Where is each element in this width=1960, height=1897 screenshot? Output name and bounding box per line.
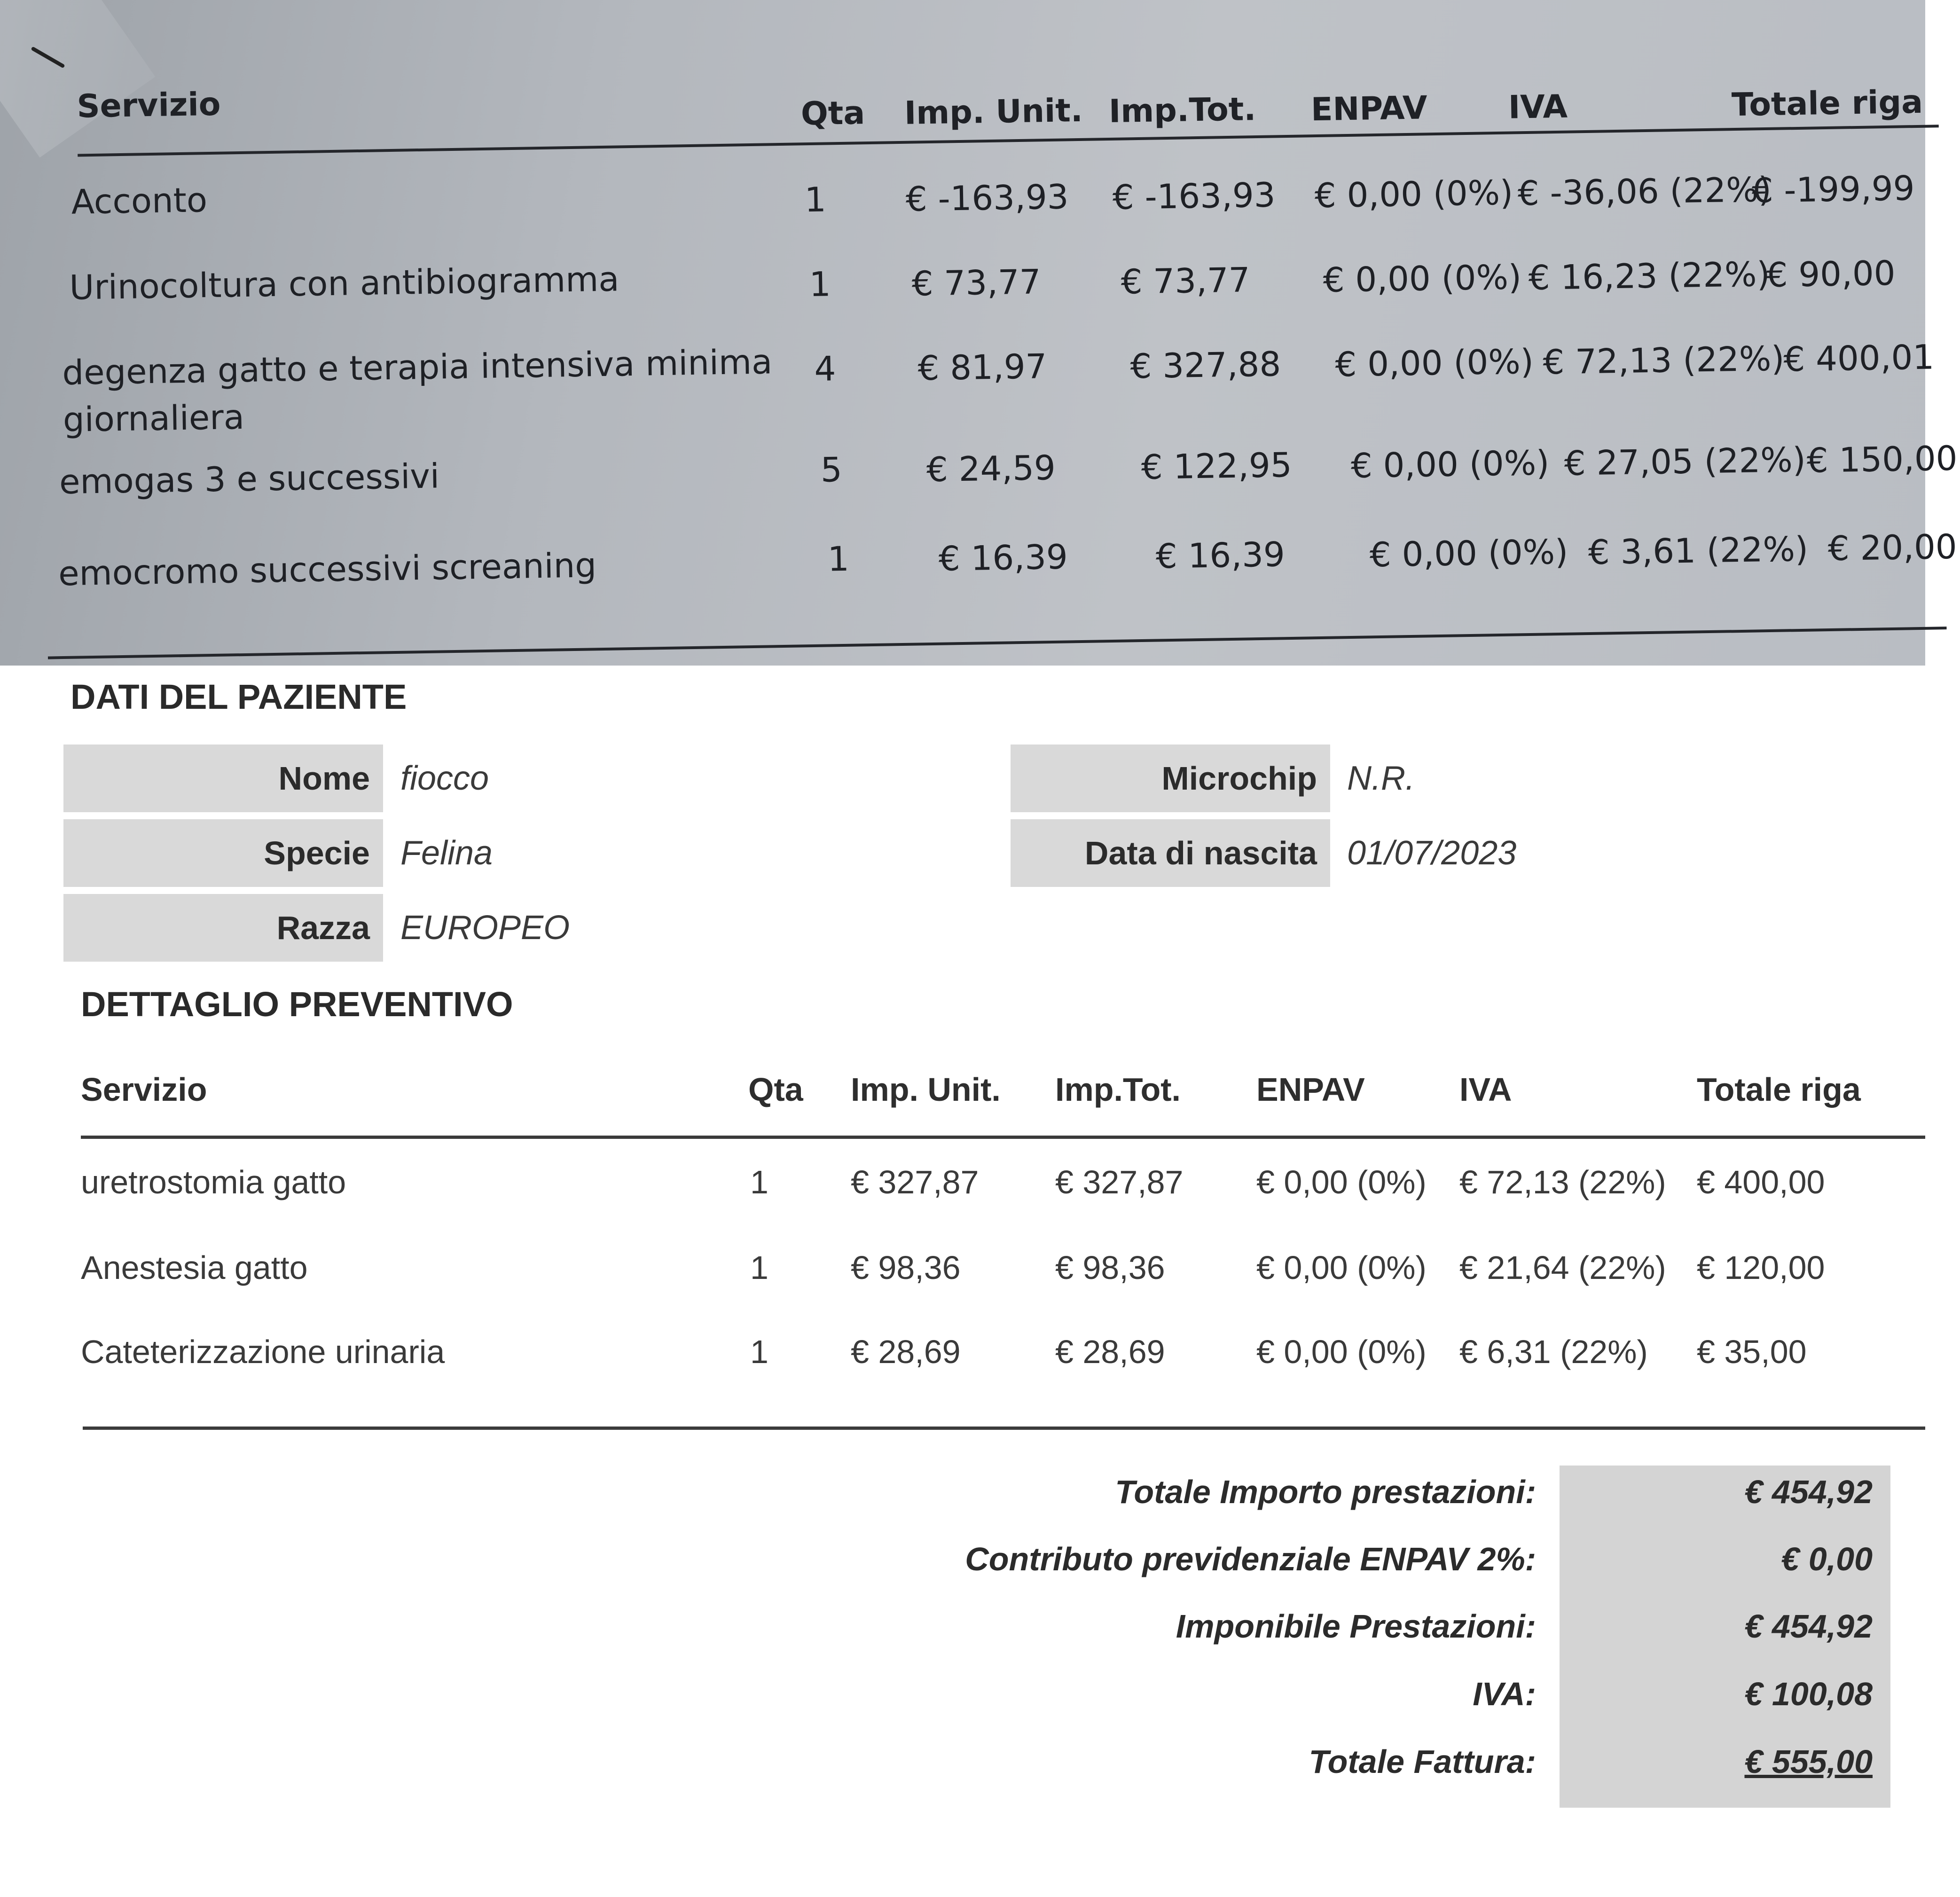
enpav-contributo-value: € 0,00	[1781, 1541, 1873, 1577]
photo-row-2-servizio: Urinocoltura con antibiogramma	[69, 259, 619, 307]
row-3-totale-riga: € 35,00	[1697, 1333, 1807, 1370]
patient-section-title: DATI DEL PAZIENTE	[71, 677, 407, 716]
photo-row-3-iva: € 72,13 (22%)	[1542, 338, 1785, 382]
photo-row-1-totale: € -199,99	[1751, 168, 1915, 211]
photo-row-1-iva: € -36,06 (22%)	[1517, 169, 1772, 213]
patient-label-nome: Nome	[63, 745, 383, 812]
row-1-qta: 1	[750, 1164, 768, 1200]
preventivo-section-title: DETTAGLIO PREVENTIVO	[81, 985, 513, 1024]
photo-row-1-qta: 1	[804, 180, 827, 220]
patient-value-data-nascita: 01/07/2023	[1347, 834, 1517, 872]
photo-row-4-servizio: emogas 3 e successivi	[59, 456, 440, 502]
row-3-servizio: Cateterizzazione urinaria	[81, 1333, 445, 1370]
header-imp-unit: Imp. Unit.	[851, 1071, 1001, 1108]
header-servizio: Servizio	[81, 1071, 207, 1108]
patient-value-microchip: N.R.	[1347, 760, 1415, 797]
patient-label-microchip: Microchip	[1011, 745, 1330, 812]
photo-header-imp-tot: Imp.Tot.	[1108, 91, 1256, 130]
totale-fattura-label: Totale Fattura:	[1309, 1743, 1536, 1780]
row-1-imp-tot: € 327,87	[1055, 1164, 1184, 1200]
total-importo-value: € 454,92	[1744, 1474, 1873, 1510]
header-totale-riga: Totale riga	[1697, 1071, 1861, 1108]
total-importo-label: Totale Importo prestazioni:	[1115, 1474, 1536, 1510]
photo-row-5-imp-unit: € 16,39	[938, 537, 1068, 579]
photo-row-1-servizio: Acconto	[71, 180, 208, 222]
row-1-imp-unit: € 327,87	[851, 1164, 979, 1200]
photo-row-3-servizio: degenza gatto e terapia intensiva minima giornaliera	[62, 342, 773, 439]
photographed-invoice-section	[0, 0, 1958, 666]
photo-row-2-enpav: € 0,00 (0%)	[1323, 257, 1522, 300]
photo-row-5-iva: € 3,61 (22%)	[1588, 529, 1809, 572]
photo-row-2-iva: € 16,23 (22%)	[1528, 254, 1771, 298]
totale-fattura-value: € 555,00	[1744, 1743, 1873, 1780]
iva-total-label: IVA:	[1473, 1676, 1536, 1712]
photo-row-3-qta: 4	[814, 349, 837, 389]
photo-row-5-servizio: emocromo successivi screaning	[58, 545, 597, 594]
row-2-imp-tot: € 98,36	[1055, 1249, 1165, 1286]
row-3-qta: 1	[750, 1333, 768, 1370]
header-imp-tot: Imp.Tot.	[1055, 1071, 1181, 1108]
row-1-totale-riga: € 400,00	[1697, 1164, 1825, 1200]
patient-label-data-nascita: Data di nascita	[1011, 819, 1330, 887]
photo-row-4-imp-tot: € 122,95	[1141, 445, 1293, 487]
photo-row-1-imp-unit: € -163,93	[905, 177, 1069, 219]
photo-row-4-qta: 5	[820, 449, 843, 490]
header-iva: IVA	[1459, 1071, 1512, 1108]
enpav-contributo-label: Contributo previdenziale ENPAV 2%:	[965, 1541, 1536, 1577]
photo-row-2-qta: 1	[809, 264, 831, 305]
photo-row-5-totale: € 20,00	[1827, 526, 1958, 569]
header-enpav: ENPAV	[1256, 1071, 1365, 1108]
photo-row-4-imp-unit: € 24,59	[926, 447, 1056, 490]
patient-label-razza: Razza	[63, 894, 383, 962]
header-qta: Qta	[748, 1071, 803, 1108]
photo-row-5-qta: 1	[827, 539, 850, 579]
photo-row-2-totale: € 90,00	[1765, 253, 1896, 295]
iva-total-value: € 100,08	[1744, 1676, 1873, 1712]
row-3-imp-unit: € 28,69	[851, 1333, 961, 1370]
photo-row-2-imp-tot: € 73,77	[1121, 260, 1251, 302]
row-3-iva: € 6,31 (22%)	[1459, 1333, 1648, 1370]
photo-header-servizio: Servizio	[76, 86, 221, 125]
photo-row-4-totale: € 150,00	[1806, 438, 1958, 480]
photo-row-1-imp-tot: € -163,93	[1112, 175, 1276, 217]
imponibile-label: Imponibile Prestazioni:	[1176, 1608, 1536, 1645]
row-2-imp-unit: € 98,36	[851, 1249, 961, 1286]
photographed-sheet	[0, 0, 1958, 666]
photo-row-5-imp-tot: € 16,39	[1155, 534, 1286, 576]
row-2-qta: 1	[750, 1249, 768, 1286]
photo-bottom-rule	[48, 627, 1947, 659]
photo-row-3-totale: € 400,01	[1783, 337, 1935, 379]
patient-value-specie: Felina	[400, 834, 493, 872]
photo-row-1-enpav: € 0,00 (0%)	[1314, 172, 1513, 216]
photo-row-3-imp-tot: € 327,88	[1129, 344, 1281, 386]
row-1-iva: € 72,13 (22%)	[1459, 1164, 1666, 1200]
row-1-servizio: uretrostomia gatto	[81, 1164, 346, 1200]
table-header-rule	[81, 1136, 1925, 1139]
photo-header-enpav: ENPAV	[1310, 89, 1428, 129]
row-2-iva: € 21,64 (22%)	[1459, 1249, 1666, 1286]
photo-header-totale: Totale riga	[1731, 83, 1923, 124]
patient-value-nome: fiocco	[400, 760, 489, 797]
photo-row-3-enpav: € 0,00 (0%)	[1334, 341, 1534, 384]
photo-header-iva: IVA	[1508, 88, 1568, 126]
photo-row-5-enpav: € 0,00 (0%)	[1369, 532, 1568, 575]
photo-header-imp-unit: Imp. Unit.	[904, 92, 1083, 132]
photo-row-3-imp-unit: € 81,97	[917, 346, 1048, 388]
row-2-enpav: € 0,00 (0%)	[1256, 1249, 1427, 1286]
row-2-totale-riga: € 120,00	[1697, 1249, 1825, 1286]
patient-value-razza: EUROPEO	[400, 909, 570, 947]
table-bottom-rule	[83, 1427, 1925, 1430]
row-1-enpav: € 0,00 (0%)	[1256, 1164, 1427, 1200]
row-3-enpav: € 0,00 (0%)	[1256, 1333, 1427, 1370]
photo-row-4-iva: € 27,05 (22%)	[1564, 439, 1806, 483]
photo-row-4-enpav: € 0,00 (0%)	[1350, 443, 1550, 486]
photo-header-qta: Qta	[800, 94, 865, 133]
row-3-imp-tot: € 28,69	[1055, 1333, 1165, 1370]
row-2-servizio: Anestesia gatto	[81, 1249, 308, 1286]
patient-label-specie: Specie	[63, 819, 383, 887]
imponibile-value: € 454,92	[1744, 1608, 1873, 1645]
photo-row-2-imp-unit: € 73,77	[911, 262, 1042, 304]
